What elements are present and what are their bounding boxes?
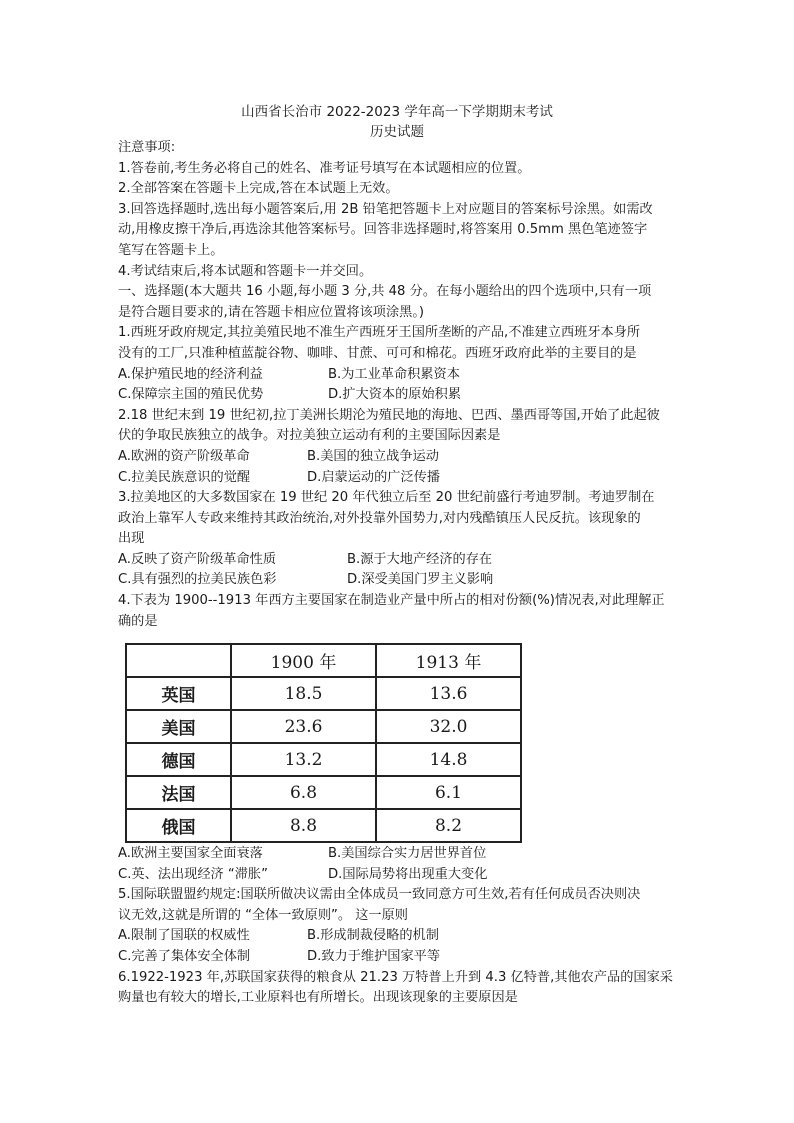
- question-4-text: 4.下表为 1900--1913 年西方主要国家在制造业产量中所占的相对份额(%)情况表,对此理解正: [118, 593, 665, 609]
- country-cell: 俄国: [126, 809, 231, 842]
- option-c: C.具有强烈的拉美民族色彩: [118, 572, 277, 588]
- question-3-text: 出现: [118, 531, 145, 547]
- section-instructions: 是符合题目要求的,请在答题卡相应位置将该项涂黑。): [118, 304, 425, 320]
- question-5-options-row: [118, 947, 680, 968]
- option-b: B.源于大地产经济的存在: [347, 551, 493, 567]
- table-row: [126, 677, 521, 710]
- question-2-text: 2.18 世纪末到 19 世纪初,拉丁美洲长期沦为殖民地的海地、巴西、墨西哥等国,开始了此起彼: [118, 407, 660, 423]
- question-3-options-row: [118, 570, 680, 591]
- option-a: A.限制了国联的权威性: [118, 928, 250, 944]
- note-item: 2.全部答案在答题卡上完成,答在本试题上无效。: [118, 181, 399, 197]
- option-c: C.英、法出现经济 “滞胀”: [118, 866, 268, 882]
- value-cell: 13.2: [231, 743, 376, 776]
- upper-content: [118, 138, 680, 632]
- option-d: D.国际局势将出现重大变化: [328, 866, 488, 882]
- question-4-options-row: [118, 844, 680, 865]
- question-6-text: 购量也有较大的增长,工业原料也有所增长。出现该现象的主要原因是: [118, 990, 518, 1006]
- note-item: 笔写在答题卡上。: [118, 242, 224, 258]
- question-6-text: 6.1922-1923 年,苏联国家获得的粮食从 21.23 万特普上升到 4.3 亿特普,其他农产品的国家采: [118, 969, 673, 985]
- country-cell: 英国: [126, 677, 231, 710]
- note-item: 动,用橡皮擦干净后,再选涂其他答案标号。回答非选择题时,将答案用 0.5mm 黑色笔迹签字: [118, 222, 648, 238]
- question-3-text: 3.拉美地区的大多数国家在 19 世纪 20 年代独立后至 20 世纪前盛行考迪罗制。考迪罗制在: [118, 490, 655, 506]
- option-a: A.保护殖民地的经济利益: [118, 366, 263, 382]
- exam-subtitle: 历史试题: [370, 124, 424, 140]
- question-3-text: 政治上靠军人专政来维持其政治统治,对外投靠外国势力,对内残酷镇压人民反抗。该现象的: [118, 510, 641, 526]
- option-a: A.欧洲的资产阶级革命: [118, 448, 250, 464]
- value-cell: 23.6: [231, 710, 376, 743]
- exam-title: 山西省长治市 2022-2023 学年高一下学期期末考试: [241, 104, 553, 120]
- table-row: [126, 776, 521, 809]
- question-1-options-row: [118, 365, 680, 386]
- value-cell: 6.1: [376, 776, 521, 809]
- question-2-options-row: [118, 447, 680, 468]
- value-cell: 8.8: [231, 809, 376, 842]
- option-d: D.启蒙运动的广泛传播: [307, 469, 441, 485]
- question-4-options-row: [118, 865, 680, 886]
- table-header-row: [126, 644, 521, 677]
- option-b: B.美国的独立战争运动: [307, 448, 439, 464]
- question-1-options-row: [118, 385, 680, 406]
- option-d: D.深受美国门罗主义影响: [347, 572, 494, 588]
- option-a: A.欧洲主要国家全面衰落: [118, 846, 263, 861]
- question-2-text: 伏的争取民族独立的战争。对拉美独立运动有利的主要国际因素是: [118, 428, 501, 444]
- notes-heading: 注意事项:: [118, 140, 176, 155]
- question-5-text: 议无效,这就是所谓的 “全体一致原则”。 这一原则: [118, 907, 408, 923]
- option-c: C.保障宗主国的殖民优势: [118, 387, 264, 403]
- table-header-1900: 1900 年: [231, 644, 376, 677]
- table-row: [126, 743, 521, 776]
- table-header-1913: 1913 年: [376, 644, 521, 677]
- option-b: B.为工业革命积累资本: [328, 366, 460, 382]
- section-instructions: 一、选择题(本大题共 16 小题,每小题 3 分,共 48 分。在每小题给出的四个选项中,只有一项: [118, 284, 652, 300]
- note-item: 3.回答选择题时,选出每小题答案后,用 2B 铅笔把答题卡上对应题目的答案标号涂黑。如需改: [118, 201, 653, 217]
- manufacturing-share-table: [125, 643, 522, 843]
- table-corner-cell: [126, 644, 231, 677]
- country-cell: 法国: [126, 776, 231, 809]
- question-1-text: 1.西班牙政府规定,其拉美殖民地不准生产西班牙王国所垄断的产品,不准建立西班牙本身所: [118, 325, 641, 341]
- option-b: B.形成制裁侵略的机制: [307, 928, 439, 944]
- value-cell: 18.5: [231, 677, 376, 710]
- table-row: [126, 809, 521, 842]
- option-d: D.扩大资本的原始积累: [328, 387, 462, 403]
- value-cell: 14.8: [376, 743, 521, 776]
- question-5-text: 5.国际联盟盟约规定:国联所做决议需由全体成员一致同意方可生效,若有任何成员否决则决: [118, 887, 641, 903]
- note-item: 1.答卷前,考生务必将自己的姓名、准考证号填写在本试题相应的位置。: [118, 160, 531, 176]
- option-c: C.拉美民族意识的觉醒: [118, 469, 251, 485]
- option-c: C.完善了集体安全体制: [118, 948, 251, 964]
- question-4-text: 确的是: [118, 613, 158, 629]
- option-a: A.反映了资产阶级革命性质: [118, 551, 277, 567]
- question-5-options-row: [118, 926, 680, 947]
- note-item: 4.考试结束后,将本试题和答题卡一并交回。: [118, 263, 373, 279]
- value-cell: 32.0: [376, 710, 521, 743]
- table-row: [126, 710, 521, 743]
- question-1-text: 没有的工厂,只准种植蓝靛谷物、咖啡、甘蔗、可可和棉花。西班牙政府此举的主要目的是: [118, 345, 637, 361]
- question-3-options-row: [118, 550, 680, 571]
- country-cell: 德国: [126, 743, 231, 776]
- option-b: B.美国综合实力居世界首位: [328, 846, 487, 861]
- country-cell: 美国: [126, 710, 231, 743]
- option-d: D.致力于维护国家平等: [307, 948, 441, 964]
- value-cell: 8.2: [376, 809, 521, 842]
- value-cell: 13.6: [376, 677, 521, 710]
- value-cell: 6.8: [231, 776, 376, 809]
- lower-content: [118, 844, 680, 1009]
- question-2-options-row: [118, 468, 680, 489]
